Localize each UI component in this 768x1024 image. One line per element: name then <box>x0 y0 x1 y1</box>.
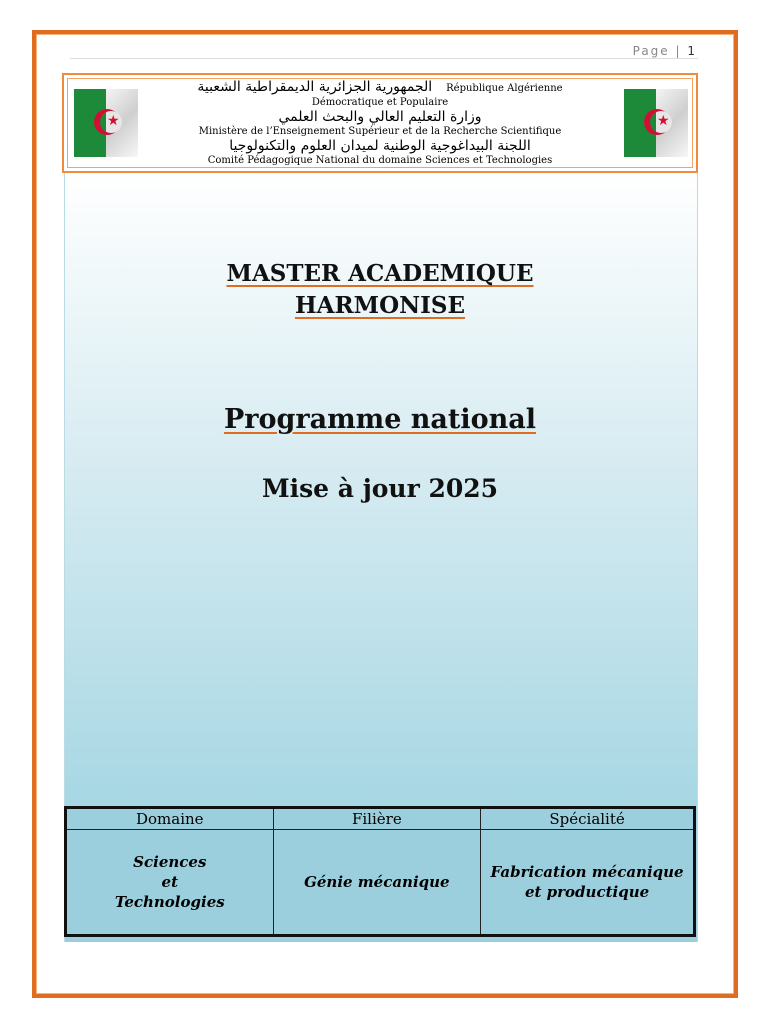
header-filiere: Filière <box>273 808 481 830</box>
cell-specialite: Fabrication mécanique et productique <box>481 830 695 936</box>
ministry-line-fr: Ministère de l’Enseignement Supérieur et de la Recherche Scientifique <box>198 126 562 137</box>
header-domaine: Domaine <box>66 808 274 830</box>
master-title: MASTER ACADEMIQUE HARMONISE <box>226 260 534 319</box>
programme-title: Programme national <box>223 404 537 435</box>
republic-line: الجمهورية الجزائرية الديمقراطية الشعبية République Algérienne <box>197 79 563 95</box>
page-number: Page | 1 <box>632 44 695 58</box>
update-title: Mise à jour 2025 <box>261 474 499 503</box>
institution-banner <box>62 73 698 173</box>
ministry-line-ar: وزارة التعليم العالي والبحث العلمي <box>278 109 482 125</box>
committee-line-fr: Comité Pédagogique National du domaine Sciences et Technologies <box>207 155 553 166</box>
cell-filiere: Génie mécanique <box>273 830 481 936</box>
committee-line-ar: اللجنة البيداغوجية الوطنية لميدان العلوم والتكنولوجيا <box>229 138 531 154</box>
cell-domaine: Sciences et Technologies <box>66 830 274 936</box>
algerian-flag-icon: ★ <box>624 89 688 157</box>
republic-line-fr: Démocratique et Populaire <box>311 97 449 108</box>
header-rule <box>70 58 698 59</box>
specialty-table <box>64 806 696 937</box>
algerian-flag-icon: ★ <box>74 89 138 157</box>
header-specialite: Spécialité <box>481 808 695 830</box>
